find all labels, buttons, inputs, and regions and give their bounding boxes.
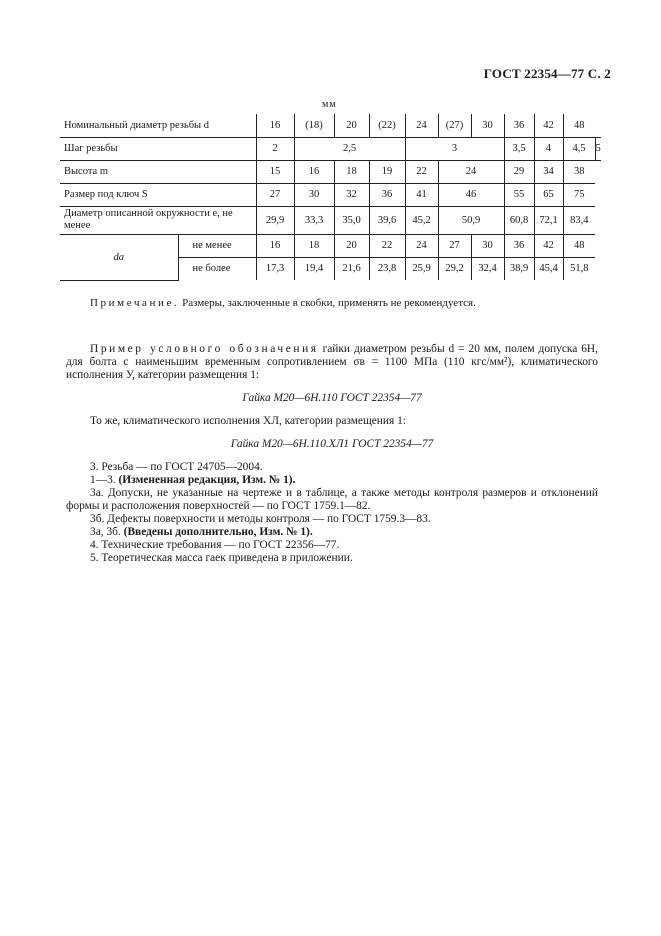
table-cell: 72,1: [534, 206, 563, 234]
unit-label: мм: [322, 99, 337, 110]
note-lead: Примечание.: [90, 297, 180, 309]
table-cell: 29,2: [438, 257, 471, 280]
example-lead: Пример условного обозначения: [90, 343, 319, 355]
table-cell: 36: [504, 114, 534, 137]
table-row: [60, 234, 601, 257]
table-row: [60, 160, 601, 183]
paragraph-4: 4. Технические требования — по ГОСТ 22356—77.: [90, 539, 340, 551]
table-cell: 30: [471, 114, 504, 137]
table-cell: 33,3: [294, 206, 334, 234]
table-cell: 3,5: [504, 137, 534, 160]
table-cell: 46: [438, 183, 504, 206]
table-cell: (27): [438, 114, 471, 137]
table-cell: (18): [294, 114, 334, 137]
table-cell: 5: [595, 137, 601, 160]
table-cell: 24: [405, 234, 438, 257]
table-cell: 45,4: [534, 257, 563, 280]
row-sublabel: не более: [178, 257, 256, 280]
table-cell: 60,8: [504, 206, 534, 234]
table-cell: 2: [256, 137, 294, 160]
table-cell: 24: [438, 160, 504, 183]
table-cell: 45,2: [405, 206, 438, 234]
table-cell: 75: [563, 183, 595, 206]
row-sublabel: не менее: [178, 234, 256, 257]
row-label: Шаг резьбы: [60, 137, 256, 160]
table-cell: 38: [563, 160, 595, 183]
paragraph-3ab-amend: [66, 526, 598, 539]
table-cell: 19,4: [294, 257, 334, 280]
table-cell: 2,5: [294, 137, 405, 160]
table-cell: 17,3: [256, 257, 294, 280]
table-cell: 36: [369, 183, 405, 206]
table-cell: 22: [405, 160, 438, 183]
row-label: Высота m: [60, 160, 256, 183]
table-cell: 22: [369, 234, 405, 257]
table-cell: 65: [534, 183, 563, 206]
row-label: [60, 206, 256, 234]
table-cell: 55: [504, 183, 534, 206]
table-cell: 4,5: [563, 137, 595, 160]
table-cell: 39,6: [369, 206, 405, 234]
table-cell: 30: [471, 234, 504, 257]
note-text: Размеры, заключенные в скобки, применять не рекомендуется.: [182, 297, 476, 309]
table-cell: 27: [438, 234, 471, 257]
table-cell: 20: [334, 114, 369, 137]
amend-note: (Измененная редакция, Изм. № 1).: [118, 474, 296, 486]
table-cell: 18: [334, 160, 369, 183]
table-cell: 83,4: [563, 206, 595, 234]
table-cell: 21,6: [334, 257, 369, 280]
table-cell: 24: [405, 114, 438, 137]
table-cell: 48: [563, 234, 595, 257]
table-row: [60, 206, 601, 234]
table-cell: 19: [369, 160, 405, 183]
table-cell: 50,9: [438, 206, 504, 234]
table-note: [90, 297, 476, 309]
table-cell: 30: [294, 183, 334, 206]
table-cell: 29,9: [256, 206, 294, 234]
table-cell: 15: [256, 160, 294, 183]
table-cell: 4: [534, 137, 563, 160]
designation-formula-1: Гайка М20—6Н.110 ГОСТ 22354—77: [242, 392, 422, 404]
table-cell: 42: [534, 114, 563, 137]
row-label: Размер под ключ S: [60, 183, 256, 206]
table-cell: 29: [504, 160, 534, 183]
same-paragraph: То же, климатического исполнения ХЛ, категории размещения 1:: [90, 415, 406, 427]
example-text: гайки диаметром резьбы d = 20 мм, полем допуска 6Н, для болта с наименьшим временным сопротивлением σв = 1100 МПа (110 кгс/мм²), климатического исполнения У, категории размещения 1:: [66, 343, 598, 381]
table-row: [60, 137, 601, 160]
table-cell: 27: [256, 183, 294, 206]
body-text: [66, 343, 598, 565]
designation-formula-2: Гайка М20—6Н.110.ХЛ1 ГОСТ 22354—77: [230, 438, 434, 450]
paragraph-3a: 3а. Допуски, не указанные на чертеже и в таблице, а также методы контроля размеров и отклонений формы и расположения поверхностей — по ГОСТ 1759.1—82.: [66, 487, 598, 512]
table-cell: 18: [294, 234, 334, 257]
table-cell: 42: [534, 234, 563, 257]
dimensions-table: [60, 114, 601, 281]
added-note: (Введены дополнительно, Изм. № 1).: [123, 526, 313, 538]
table-cell: 36: [504, 234, 534, 257]
table-cell: 16: [256, 114, 294, 137]
row-label: Номинальный диаметр резьбы d: [60, 114, 256, 137]
table-row: [60, 114, 601, 137]
table-cell: 41: [405, 183, 438, 206]
table-cell: 25,9: [405, 257, 438, 280]
table-cell: 3: [405, 137, 504, 160]
table-cell: 20: [334, 234, 369, 257]
table-cell: 32,4: [471, 257, 504, 280]
table-cell: 23,8: [369, 257, 405, 280]
table-row: [60, 183, 601, 206]
paragraph-5: 5. Теоретическая масса гаек приведена в приложении.: [90, 552, 353, 564]
paragraph-1-3-amend: [66, 474, 598, 487]
table-cell: 48: [563, 114, 595, 137]
table-cell: (22): [369, 114, 405, 137]
table-cell: 51,8: [563, 257, 595, 280]
table-cell: 38,9: [504, 257, 534, 280]
table-cell: 16: [294, 160, 334, 183]
example-paragraph: [66, 343, 598, 382]
row-label-text: Диаметр описанной окружности e, не менее: [64, 208, 233, 231]
row-label-da: da: [60, 234, 178, 280]
table-cell: 34: [534, 160, 563, 183]
paragraph-3: 3. Резьба — по ГОСТ 24705—2004.: [90, 461, 263, 473]
added-prefix: 3а, 3б.: [90, 526, 121, 538]
amend-prefix: 1—3.: [90, 474, 116, 486]
table-cell: 35,0: [334, 206, 369, 234]
page-header: ГОСТ 22354—77 С. 2: [483, 66, 611, 81]
paragraph-3b: 3б. Дефекты поверхности и методы контроля — по ГОСТ 1759.3—83.: [90, 513, 431, 525]
table-cell: 16: [256, 234, 294, 257]
table-cell: 32: [334, 183, 369, 206]
